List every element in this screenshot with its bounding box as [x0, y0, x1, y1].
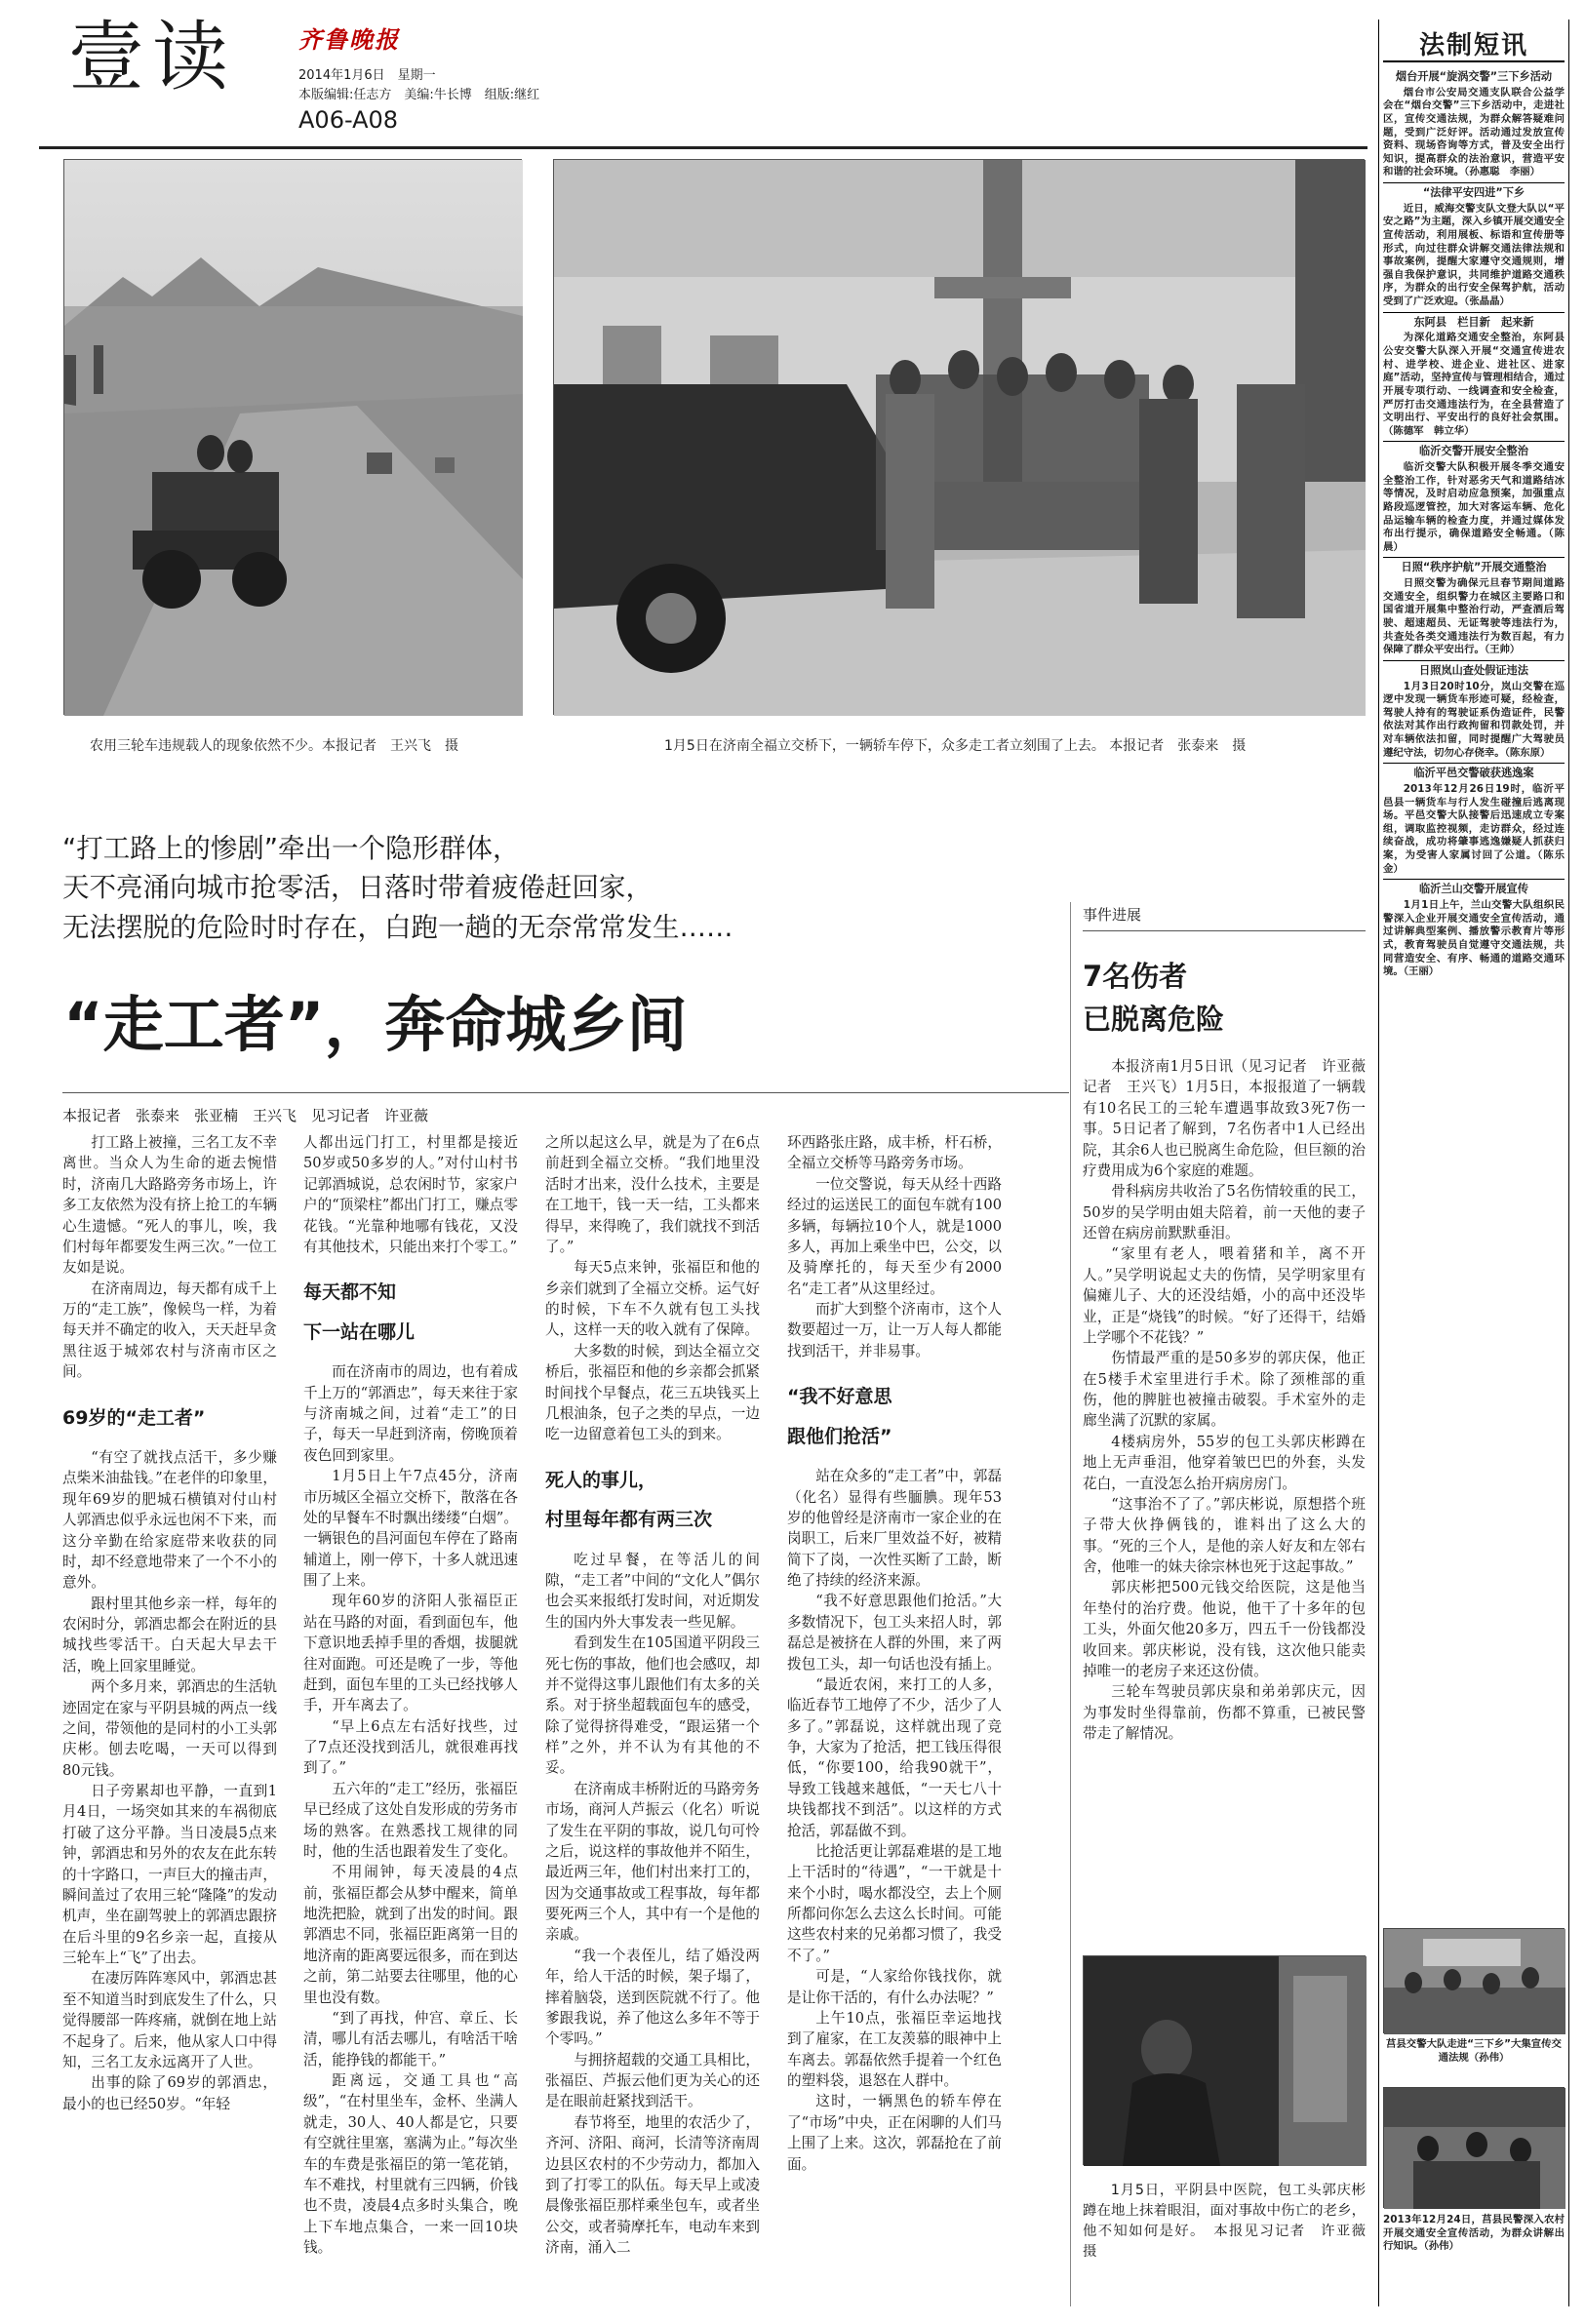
subheading-line: 下一站在哪儿 — [303, 1320, 416, 1343]
rail-briefs-upper — [1383, 64, 1565, 1922]
paragraph: “到了再找，仲宫、章丘、长清，哪儿有活去哪儿，有啥活干啥活，能挣钱的都能干。” — [303, 2009, 518, 2068]
brief-body: 2013年12月26日19时，临沂平邑县一辆货车与行人发生碰撞后逃离现场。平邑交警大队接警后迅速成立专案组，调取监控视频，走访群众，经过连续奋战，成功将肇事逃逸嫌疑人抓获归案，为受害人家属讨回了公道。（陈乐金） — [1383, 782, 1565, 875]
brief-body: 日照交警为确保元旦春节期间道路交通安全，组织警力在城区主要路口和国省道开展集中整治行动，严查酒后驾驶、超速超员、无证驾驶等违法行为，共查处各类交通违法行为数百起，有力保障了群众平安出行。（王帅） — [1383, 577, 1565, 656]
brief-headline: 临沂平邑交警破获逃逸案 — [1383, 763, 1565, 783]
sidebar-body — [1083, 1056, 1380, 2105]
paragraph: 春节将至，地里的农活少了，齐河、济阳、商河，长清等济南周边县区农村的不少劳动力，都加入到了打零工的队伍。每天早上或凌晨像张福臣那样乘坐包车，或者坐公交，或者骑摩托车，电动车来到济南，涌入二 — [545, 2113, 760, 2256]
section-title: 壹读 — [68, 14, 237, 101]
paragraph: 与拥挤超载的交通工具相比，张福臣、芦振云他们更为关心的还是在眼前赶紧找到活干。 — [545, 2051, 760, 2110]
sidebar-divider — [1070, 902, 1071, 2306]
sidebar-title-line: 已脱离危险 — [1083, 1002, 1225, 1036]
paragraph: 跟村里其他乡亲一样，每年的农闲时分，郭酒忠都会在附近的县城找些零活干。白天起大早去干活，晚上回家里睡觉。 — [62, 1595, 277, 1674]
article-column-2 — [303, 1132, 518, 2312]
paragraph: 日子旁累却也平静，一直到1月4日，一场突如其来的车祸彻底打破了这分平静。当日凌晨5点来钟，郭酒忠和另外的农友在此东转的十字路口，一声巨大的撞击声，瞬间盖过了农用三轮“隆隆”的发动机声，坐在副驾驶上的郭酒忠跟挤在后斗里的9名乡亲一起，直接从三轮车上“飞”了出去。 — [62, 1783, 277, 1966]
paragraph: 现年60岁的济阳人张福臣正站在马路的对面，看到面包车，他下意识地丢掉手里的香烟，拔腿就往对面跑。可还是晚了一步，等他赶到，面包车里的工头已经找够人手，开车离去了。 — [303, 1593, 518, 1714]
rail-photo-1 — [1383, 1928, 1565, 2033]
brief-body: 1月3日20时10分，岚山交警在巡逻中发现一辆货车形迹可疑，经检查，驾驶人持有的驾驶证系伪造证件，民警依法对其作出行政拘留和罚款处罚，并对车辆依法扣留，同时提醒广大驾驶员遵纪守法，切勿心存侥幸。（陈东原） — [1383, 680, 1565, 759]
sidebar-photo-caption: 1月5日，平阴县中医院，包工头郭庆彬蹲在地上抹着眼泪，面对事故中伤亡的老乡，他不知如何是好。 本报见习记者 许亚薇 摄 — [1083, 2183, 1380, 2261]
rail-photo-1-caption: 莒县交警大队走进“三下乡”大集宣传交通法规（孙伟） — [1386, 2038, 1562, 2064]
masthead — [39, 8, 1370, 150]
brief-item — [1383, 441, 1565, 554]
paragraph: 出事的除了69岁的郭酒忠，最小的也已经50岁。“年轻 — [62, 2074, 277, 2112]
brief-headline: 临沂兰山交警开展宣传 — [1383, 879, 1565, 899]
paragraph: 郭庆彬把500元钱交给医院，这是他当年垫付的治疗费。他说，他干了十多年的包工头，外面欠他20多万，四五千一份钱都没收回来。郭庆彬说，没有钱，这次他只能卖掉唯一的老房子来还这份债。 — [1083, 1579, 1366, 1679]
paragraph: 伤情最严重的是50多岁的郭庆保，他正在5楼手术室里进行手术。除了颈椎部的重伤，他的脾脏也被撞击破裂。手术室外的走廊坐满了沉默的家属。 — [1083, 1350, 1366, 1430]
paragraph: 之所以起这么早，就是为了在6点前赶到全福立交桥。“我们地里没活时才出来，没什么技术，主要是在工地干，钱一天一结，工头都来得早，来得晚了，我们就找不到活了。” — [545, 1134, 760, 1255]
rail-photo-2 — [1383, 2087, 1565, 2208]
paragraph: 五六年的“走工”经历，张福臣早已经成了这处自发形成的劳务市场的熟客。在熟悉找工规律的同时，他的生活也跟着发生了变化。 — [303, 1780, 518, 1860]
paragraph: 站在众多的“走工者”中，郭磊（化名）显得有些腼腆。现年53岁的他曾经是济南市一家企业的在岗职工，后来厂里效益不好，被精简下了岗，一次性买断了工龄，断绝了持续的经济来源。 — [787, 1468, 1002, 1589]
subheading-line: 村里每年都有两三次 — [545, 1509, 713, 1531]
paragraph: 可是，“人家给你钱找你，就是让你干活的，有什么办法呢？” — [787, 1968, 1002, 2006]
brief-body: 烟台市公安局交通支队联合公益学会在“烟台交警”三下乡活动中，走进社区，宣传交通法规，为群众解答疑难问题，受到广泛好评。活动通过发放宣传资料、现场咨询等方式，普及安全出行知识，提高群众的法治意识，营造平安和谐的社会环境。（孙惠聪 李丽） — [1383, 86, 1565, 178]
crowd-photo-icon — [554, 160, 1366, 716]
brief-item — [1383, 763, 1565, 876]
editor-credits: 本版编辑:任志方 美编:牛长博 组版:继红 — [298, 88, 540, 102]
paragraph: 1月5日上午7点45分，济南市历城区全福立交桥下，散落在各处的早餐车不时飘出缕缕“白烟”。一辆银色的昌河面包车停在了路南辅道上，刚一停下，十多人就迅速围了上来。 — [303, 1468, 518, 1589]
brief-item — [1383, 879, 1565, 978]
paragraph: 打工路上被撞，三名工友不幸离世。当众人为生命的逝去惋惜时，济南几大路路旁务市场上，许多工友依然为没有挤上抢工的车辆心生遗憾。“死人的事儿，唉，我们村每年都要发生两三次。”一位工友如是说。 — [62, 1134, 277, 1277]
byline: 本报记者 张泰来 张亚楠 王兴飞 见习记者 许亚薇 — [62, 1107, 429, 1124]
paragraph: 每天5点来钟，张福臣和他的乡亲们就到了全福立交桥。运气好的时候，下车不久就有包工头找人，这样一天的收入就有了保障。 — [545, 1259, 760, 1339]
brief-headline: 东阿县 栏目新 起来新 — [1383, 312, 1565, 333]
hospital-photo-icon — [1084, 1956, 1367, 2166]
rail-photo-1-icon — [1384, 1929, 1565, 2034]
paragraph: 距离远，交通工具也“高级”，“在村里坐车，金杯、坐满人就走，30人、40人都是它，只要有空就往里塞，塞满为止。”每次坐车的车费是张福臣的第一笔花销，车不难找，村里就有三四辆，价钱也不贵，凌晨4点多时头集合，晚上下车地点集合，一来一回10块钱。 — [303, 2072, 518, 2256]
photo-tricycle — [63, 159, 522, 715]
rail-photo-2-caption: 2013年12月24日，莒县民警深入农村开展交通安全宣传活动，为群众讲解出行知识。（孙伟） — [1383, 2214, 1565, 2253]
paragraph: “最近农闲，来打工的人多，临近春节工地停了不少，活少了人多了。”郭磊说，这样就出现了竞争，大家为了抢活，把工钱压得很低，“你要100，给我90就干”，导致工钱越来越低，“一天七八十块钱都找不到活”。以这样的方式抢活，郭磊做不到。 — [787, 1675, 1002, 1839]
paragraph: 一位交警说，每天从经十西路经过的运送民工的面包车就有100多辆，每辆拉10个人，就是1000多人，再加上乘坐中巴，公交，以及骑摩托的，每天至少有2000名“走工者”从这里经过。 — [787, 1175, 1002, 1297]
paragraph: 这时，一辆黑色的轿车停在了“市场”中央，正在闲聊的人们马上围了上来。这次，郭磊抢在了前面。 — [787, 2093, 1002, 2173]
paragraph: 而在济南市的周边，也有着成千上万的“郭酒忠”，每天来往于家与济南城之间，过着“走工”的日子，每天一早赶到济南，傍晚顶着夜色回到家里。 — [303, 1363, 518, 1464]
brief-item — [1383, 660, 1565, 760]
paragraph: 在凄厉阵阵寒风中，郭酒忠甚至不知道当时到底发生了什么，只觉得腰部一阵疼痛，就倒在地上站不起身了。后来，他从家人口中得知，三名工友永远离开了人世。 — [62, 1970, 277, 2070]
paragraph: 人都出远门打工，村里都是接近50岁或50多岁的人。”对付山村书记郭酒城说，总农闲时节，家家户户的“顶梁柱”都出门打工，赚点零花钱。“光靠种地哪有钱花，又没有其他技术，只能出来打个零工。” — [303, 1134, 518, 1255]
paragraph: 大多数的时候，到达全福立交桥后，张福臣和他的乡亲都会抓紧时间找个早餐点，花三五块钱买上几根油条，包子之类的早点，一边吃一边留意着包工头的到来。 — [545, 1342, 760, 1443]
photo-caption-left: 农用三轮车违规载人的现象依然不少。本报记者 王兴飞 摄 — [90, 738, 458, 754]
brief-body: 临沂交警大队积极开展冬季交通安全整治工作，针对恶劣天气和道路结冰等情况，及时启动应急预案，加强重点路段巡逻管控，加大对客运车辆、危化品运输车辆的检查力度，并通过媒体发布出行提示，确保道路安全畅通。（陈晨） — [1383, 461, 1565, 553]
rail-title: 法制短讯 — [1418, 31, 1528, 60]
paragraph: 上午10点，张福臣幸运地找到了雇家，在工友羡慕的眼神中上车离去。郭磊依然手提着一个红色的塑料袋，退怒在人群中。 — [787, 2009, 1002, 2089]
subheading-line: 每天都不知 — [303, 1281, 397, 1304]
subheading-next-stop — [303, 1279, 518, 1346]
rail-title-rule — [1383, 60, 1565, 62]
paragraph: 比抢活更让郭磊难堪的是工地上干活时的“待遇”，“一干就是十来个小时，喝水都没空，去上个厕所都问你怎么去这么长时间。可能这些农村来的兄弟都习惯了，我受不了。” — [787, 1842, 1002, 1964]
photo-hospital — [1083, 1955, 1366, 2165]
paragraph: 在济南成丰桥附近的马路旁务市场，商河人芦振云（化名）听说了发生在平阴的事故，说几句可怜之后，说这样的事故他并不陌生，最近两三年，他们村出来打工的，因为交通事故或工程事故，每年都要死两三个人，其中有一个是他的亲戚。 — [545, 1780, 760, 1944]
headline-rule — [62, 1092, 1069, 1093]
paragraph: “我不好意思跟他们抢活。”大多数情况下，包工头来招人时，郭磊总是被挤在人群的外围，来了两拨包工头，却一句话也没有插上。 — [787, 1593, 1002, 1673]
subheading-69-year-old: 69岁的“走工者” — [62, 1406, 206, 1429]
brief-body: 1月1日上午，兰山交警大队组织民警深入企业开展交通安全宣传活动，通过讲解典型案例、播放警示教育片等形式，教育驾驶员自觉遵守交通法规，共同营造安全、有序、畅通的道路交通环境。（王丽） — [1383, 899, 1565, 978]
page-range: A06-A08 — [298, 106, 399, 134]
deck-text — [62, 829, 733, 947]
deck-line-1: “打工路上的惨剧”牵出一个隐形群体， — [62, 833, 520, 864]
article-column-4 — [787, 1132, 1002, 2312]
subheading-line: 跟他们抢活” — [787, 1425, 892, 1447]
sidebar-tag: 事件进展 — [1083, 904, 1366, 931]
rail-photo-2-icon — [1384, 2088, 1565, 2209]
paragraph: “这事治不了了。”郭庆彬说，原想搭个班子带大伙挣俩钱的，谁料出了这么大的事。“死的三个人，是他的亲人好友和左邻右舍，他唯一的妹夫徐宗林也死于这起事故。” — [1083, 1495, 1366, 1575]
subheading-deaths — [545, 1467, 760, 1534]
main-headline: “走工者”，奔命城乡间 — [63, 989, 688, 1060]
brief-headline: “法律平安四进”下乡 — [1383, 182, 1565, 203]
brief-body: 为深化道路交通安全整治，东阿县公安交警大队深入开展“交通宣传进农村、进学校、进企业、进社区、进家庭”活动，坚持宣传与管理相结合，通过开展专项行动、一线调查和安全检查，严厉打击交通违法行为，在全县营造了文明出行、平安出行的良好社会氛围。（陈德军 韩立华） — [1383, 332, 1565, 437]
sidebar-title-line: 7名伤者 — [1083, 960, 1188, 993]
brief-item — [1383, 312, 1565, 439]
brief-item — [1383, 67, 1565, 179]
deck-line-2: 天不亮涌向城市抢零活，日落时带着疲倦赶回家， — [62, 872, 653, 904]
paragraph: “家里有老人，喂着猪和羊，离不开人。”吴学明说起丈夫的伤情，吴学明家里有偏瘫儿子、大的还没结婚，小的高中还没毕业，正是“烧钱”的时候。“好了还得干，结婚上学哪个不花钱？” — [1083, 1245, 1366, 1346]
paragraph: 而扩大到整个济南市，这个人数要超过一万，让一万人每人都能找到活干，并非易事。 — [787, 1301, 1002, 1359]
article-column-1 — [62, 1132, 277, 2312]
paragraph: 不用闹钟，每天凌晨的4点前，张福臣都会从梦中醒来，简单地洗把脸，就到了出发的时间。跟郭酒忠不同，张福臣距离第一目的地济南的距离要远很多，而在到达之前，第二站要去往哪里，他的心里也没有数。 — [303, 1864, 518, 2006]
subheading-line: “我不好意思 — [787, 1386, 892, 1408]
paragraph: “我一个表侄儿，结了婚没两年，给人干活的时候，架子塌了，摔着脑袋，送到医院就不行了。他爹跟我说，养了他这么多年不等于个零吗。” — [545, 1947, 760, 2048]
paragraph: 本报济南1月5日讯（见习记者 许亚薇 记者 王兴飞）1月5日，本报报道了一辆载有10名民工的三轮车遭遇事故致3死7伤一事。5日记者了解到，7名伤者中1人已经出院，其余6人也已脱离生命危险，但巨额的治疗费用成为6个家庭的难题。 — [1083, 1058, 1380, 1179]
photo-caption-right: 1月5日在济南全福立交桥下，一辆轿车停下，众多走工者立刻围了上去。 本报记者 张泰来 摄 — [664, 738, 1247, 754]
paragraph: 三轮车驾驶员郭庆泉和弟弟郭庆元，因为事发时坐得靠前，伤都不算重，已被民警带走了解情况。 — [1083, 1683, 1366, 1742]
brief-item — [1383, 182, 1565, 309]
article-column-3 — [545, 1132, 760, 2312]
paragraph: 环西路张庄路，成丰桥，杆石桥，全福立交桥等马路旁务市场。 — [787, 1134, 1002, 1172]
masthead-rule — [39, 146, 1367, 149]
brief-headline: 日照“秩序护航”开展交通整治 — [1383, 557, 1565, 577]
brief-item — [1383, 557, 1565, 656]
paragraph: 骨科病房共收治了5名伤情较重的民工，50岁的吴学明由姐夫陪着，前一天他的妻子还曾在病房前默默垂泪。 — [1083, 1183, 1366, 1241]
brief-headline: 烟台开展“旋涡交警”三下乡活动 — [1395, 70, 1553, 83]
photo-crowd-at-car — [553, 159, 1365, 715]
paragraph: 吃过早餐，在等活儿的间隙，“走工者”中间的“文化人”偶尔也会买来报纸打发时间，对近期发生的国内外大事发表一些见解。 — [545, 1551, 760, 1631]
paragraph: 两个多月来，郭酒忠的生活轨迹固定在家与平阴县城的两点一线之间，带领他的是同村的小工头郭庆彬。刨去吃喝，一天可以得到80元钱。 — [62, 1678, 277, 1779]
deck-line-3: 无法摆脱的危险时时存在，白跑一趟的无奈常常发生…… — [62, 911, 733, 943]
brief-headline: 临沂交警开展安全整治 — [1383, 441, 1565, 461]
paragraph: 4楼病房外，55岁的包工头郭庆彬蹲在地上无声垂泪，他穿着皱巴巴的外套，头发花白，一直没怎么抬开病房房门。 — [1083, 1433, 1366, 1492]
paragraph: “有空了就找点活干，多少赚点柴米油盐钱。”在老伴的印象里，现年69岁的肥城石横镇对付山村人郭酒忠似乎永远也闲不下来，而这分辛勤在给家庭带来收获的同时，却不经意地带来了一个不小的意外。 — [62, 1449, 277, 1592]
brief-headline: 日照岚山查处假证违法 — [1383, 660, 1565, 681]
issue-date: 2014年1月6日 星期一 — [298, 68, 436, 83]
newspaper-logo: 齐鲁晚报 — [298, 25, 400, 54]
subheading-embarrassed — [787, 1383, 1002, 1450]
subheading-line: 死人的事儿， — [545, 1469, 657, 1491]
paragraph: “早上6点左右活好找些，过了7点还没找到活儿，就很难再找到了。” — [303, 1717, 518, 1777]
paragraph: 在济南周边，每天都有成千上万的“走工族”，像候鸟一样，为着每天并不确定的收入，天天赶早贪黑往返于城郊农村与济南市区之间。 — [62, 1280, 277, 1381]
sidebar-title — [1083, 956, 1224, 1041]
tricycle-photo-icon — [64, 160, 523, 716]
paragraph: 看到发生在105国道平阴段三死七伤的事故，他们也会感叹，却并不觉得这事儿跟他们有太多的关系。对于挤坐超载面包车的感受，除了觉得挤得难受，“跟运猪一个样”之外，并不认为有其他的不妥。 — [545, 1635, 760, 1777]
brief-body: 近日，威海交警支队文登大队以“平安之路”为主题，深入乡镇开展交通安全宣传活动，利用展板、标语和宣传册等形式，向过往群众讲解交通法律法规和事故案例，提醒大家遵守交通规则，增强自我保护意识，共同维护道路交通秩序，为群众的出行安全保驾护航，活动受到了广泛欢迎。（张晶晶） — [1383, 202, 1565, 308]
